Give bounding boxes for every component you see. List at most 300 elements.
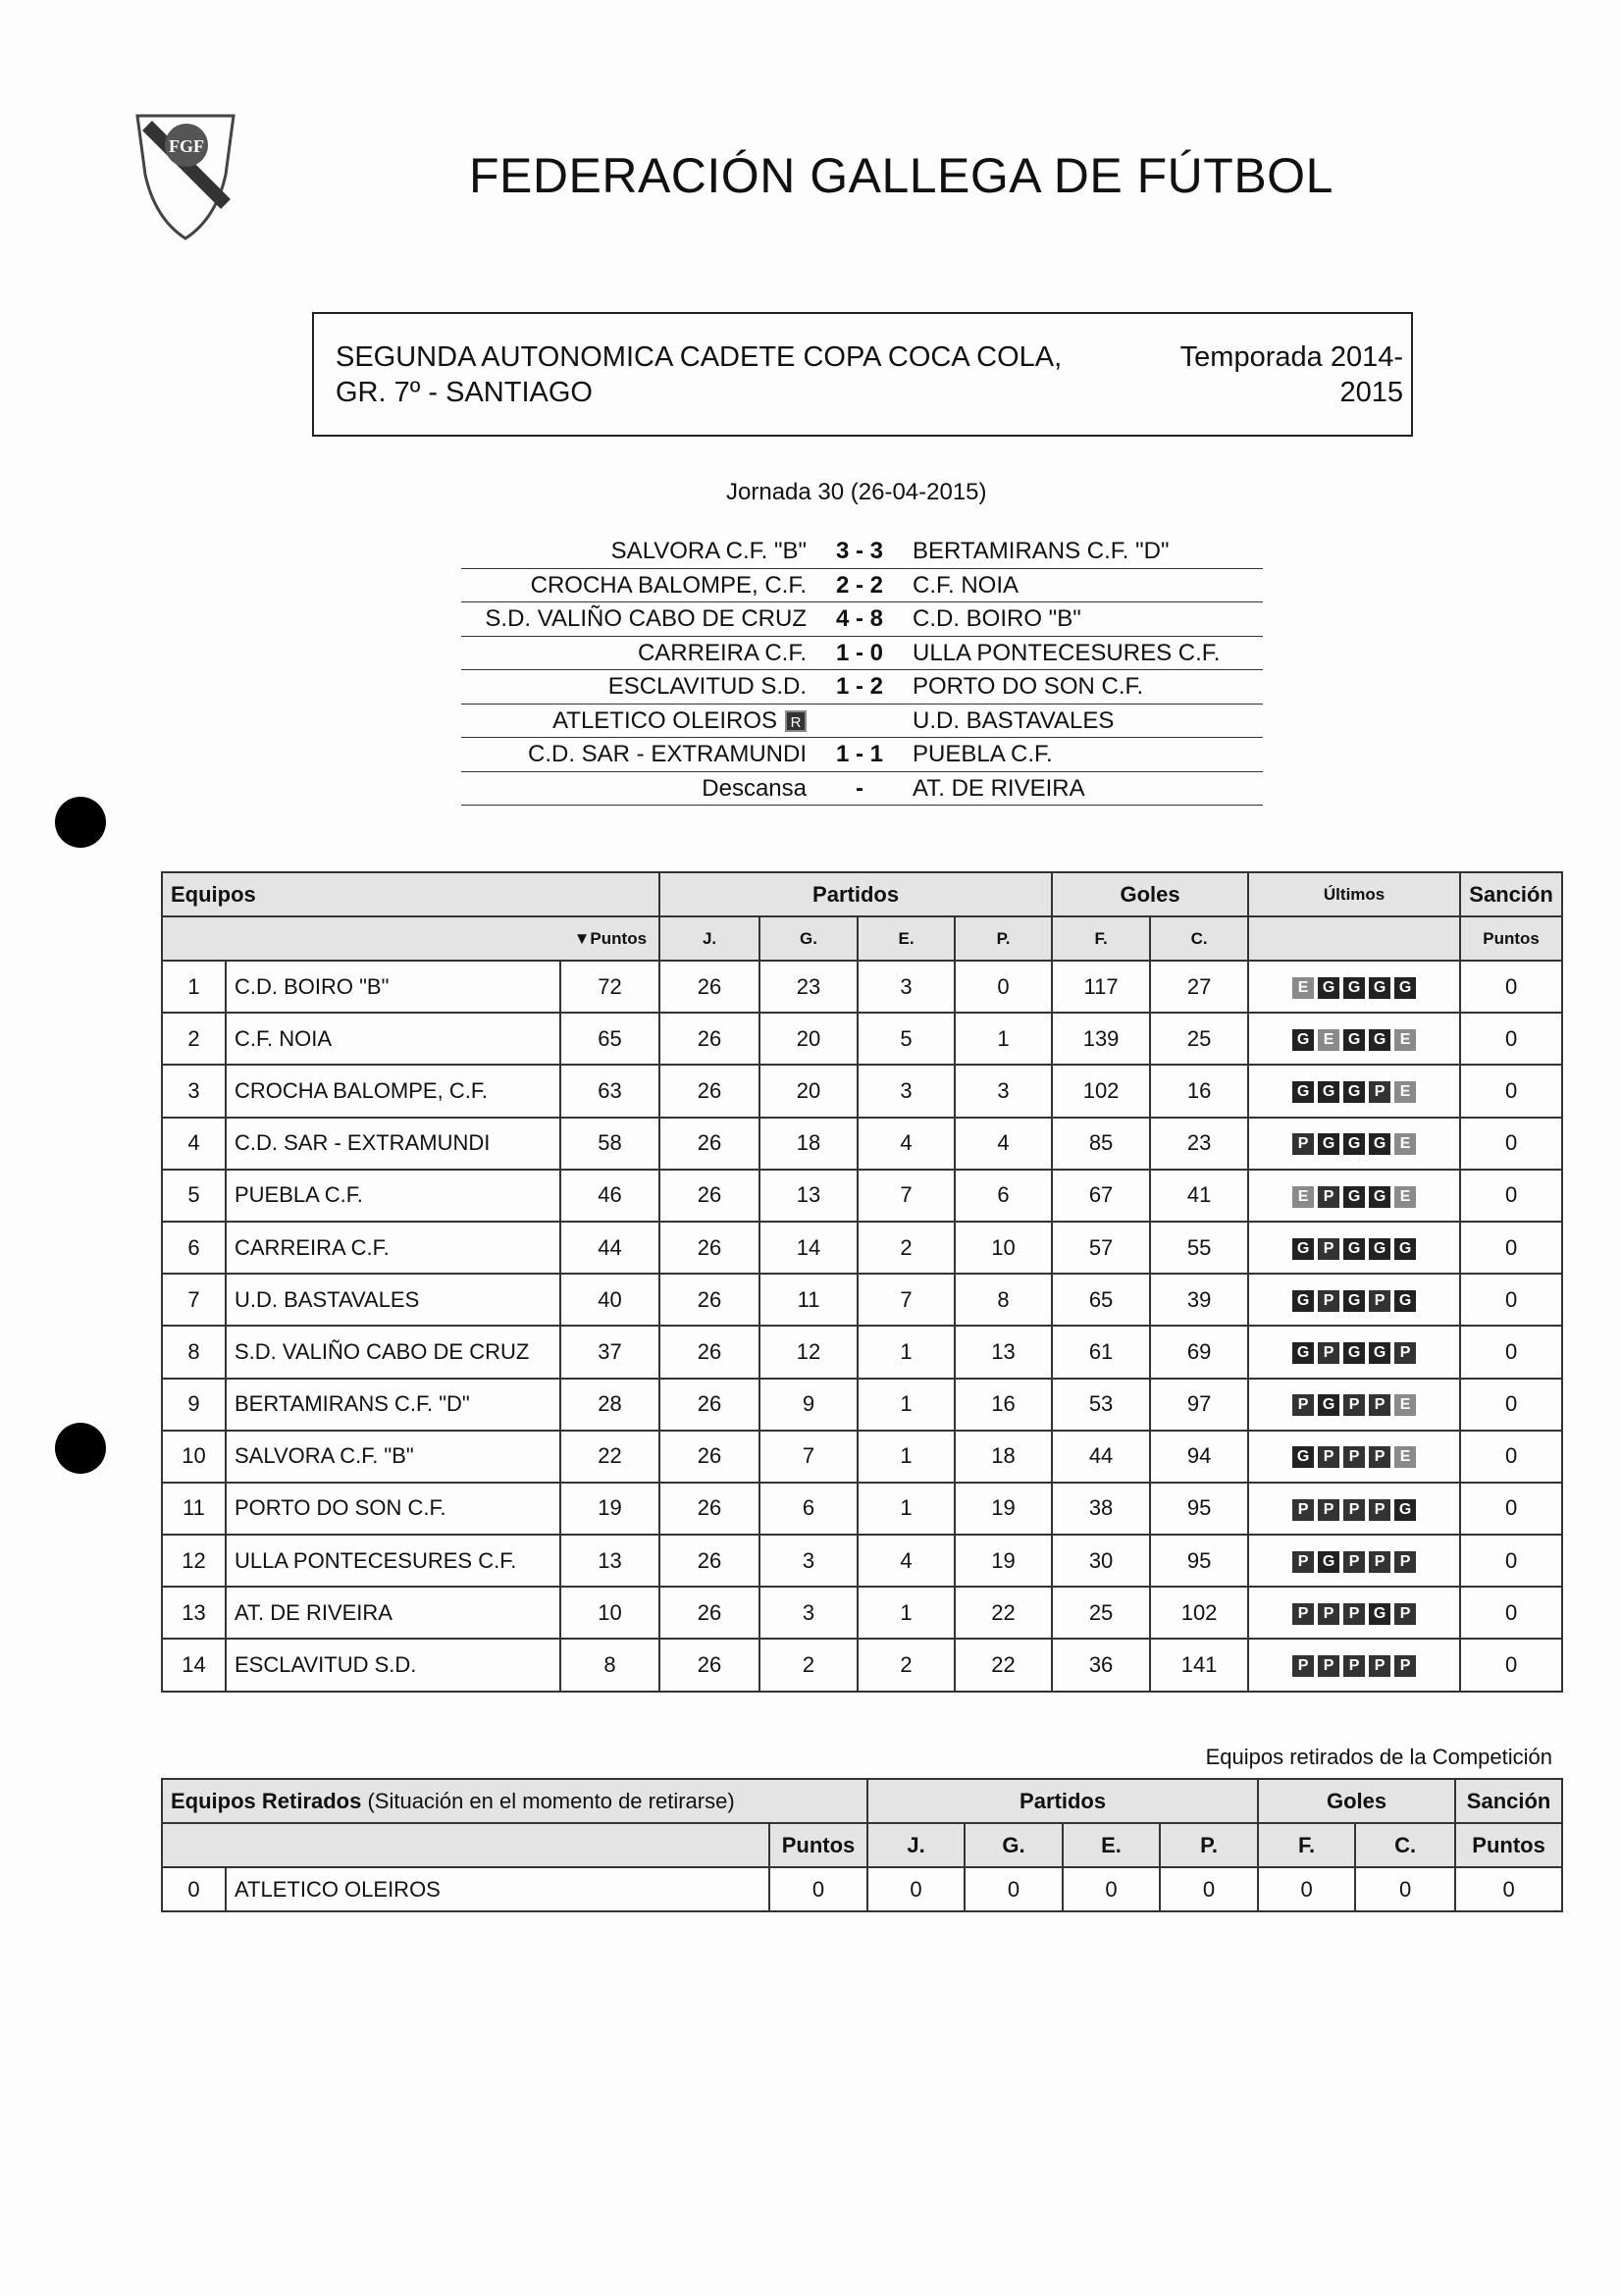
match-score — [814, 704, 905, 738]
stat-g: 2 — [759, 1639, 858, 1691]
stat-f: 38 — [1052, 1483, 1150, 1535]
home-team: Descansa — [702, 774, 807, 802]
match-row — [461, 569, 1263, 603]
last-results — [1248, 1274, 1460, 1326]
result-badge: G — [1394, 1290, 1416, 1312]
stat-j: 26 — [659, 1587, 759, 1639]
last-results — [1248, 1013, 1460, 1065]
result-badge: G — [1292, 1342, 1314, 1364]
stat-g: 9 — [759, 1379, 858, 1431]
result-badge: G — [1292, 1446, 1314, 1468]
team-name: C.D. BOIRO "B" — [226, 961, 560, 1013]
stat-e: 1 — [858, 1326, 955, 1378]
result-badge: P — [1318, 1186, 1339, 1208]
result-badge: G — [1369, 1603, 1390, 1625]
result-badge: P — [1369, 1446, 1390, 1468]
stat-pts: 72 — [560, 961, 659, 1013]
result-badge: P — [1292, 1394, 1314, 1416]
result-badge: G — [1318, 1133, 1339, 1155]
last-results — [1248, 1483, 1460, 1535]
team-name: SALVORA C.F. "B" — [226, 1431, 560, 1483]
standings-row — [162, 1118, 1562, 1170]
stat-pts: 28 — [560, 1379, 659, 1431]
away-team: PUEBLA C.F. — [913, 741, 1053, 767]
stat-c: 97 — [1150, 1379, 1248, 1431]
result-badge: G — [1318, 1551, 1339, 1573]
home-team: ESCLAVITUD S.D. — [607, 673, 807, 700]
stat-g: 3 — [759, 1587, 858, 1639]
stat-p: 19 — [955, 1483, 1052, 1535]
result-badge: P — [1318, 1342, 1339, 1364]
sanction-points: 0 — [1460, 1639, 1562, 1691]
team-name: AT. DE RIVEIRA — [226, 1587, 560, 1639]
position: 9 — [162, 1379, 226, 1431]
stat-e: 5 — [858, 1013, 955, 1065]
home-team: S.D. VALIÑO CABO DE CRUZ — [485, 605, 807, 632]
federation-logo — [128, 106, 243, 243]
stat-e: 7 — [858, 1170, 955, 1222]
header-sancion: Sanción — [1460, 872, 1562, 916]
standings-row — [162, 1326, 1562, 1378]
result-badge: E — [1394, 1081, 1416, 1103]
header-goles: Goles — [1052, 872, 1248, 916]
away-team: U.D. BASTAVALES — [913, 706, 1115, 734]
result-badge: G — [1292, 1290, 1314, 1312]
stat-pts: 65 — [560, 1013, 659, 1065]
season-label: Temporada 2014- — [1179, 341, 1403, 373]
stat-j: 26 — [659, 1431, 759, 1483]
stat-c: 41 — [1150, 1170, 1248, 1222]
sanction-points: 0 — [1460, 1274, 1562, 1326]
result-badge: G — [1394, 1238, 1416, 1260]
retired-header-puntos: Puntos — [769, 1823, 867, 1867]
season-year: 2015 — [1339, 377, 1403, 408]
result-badge: P — [1318, 1499, 1339, 1521]
match-row — [461, 535, 1263, 569]
position: 0 — [162, 1867, 226, 1911]
position: 12 — [162, 1535, 226, 1587]
position: 13 — [162, 1587, 226, 1639]
last-results — [1248, 1431, 1460, 1483]
stat-f: 53 — [1052, 1379, 1150, 1431]
stat-p: 22 — [955, 1587, 1052, 1639]
result-badge: P — [1292, 1133, 1314, 1155]
stat-c: 95 — [1150, 1483, 1248, 1535]
stat-j: 26 — [659, 1326, 759, 1378]
stat-pts: 19 — [560, 1483, 659, 1535]
position: 3 — [162, 1065, 226, 1117]
result-badge: G — [1394, 1499, 1416, 1521]
match-score: 1 - 1 — [835, 741, 884, 767]
sort-down-icon: ▼ — [573, 928, 591, 948]
result-badge: P — [1343, 1655, 1365, 1677]
sort-puntos-header[interactable]: ▼Puntos — [162, 916, 659, 961]
stat-g: 3 — [759, 1535, 858, 1587]
last-results — [1248, 1587, 1460, 1639]
result-badge: G — [1369, 1133, 1390, 1155]
retired-header-f: F. — [1258, 1823, 1355, 1867]
result-badge: G — [1343, 1029, 1365, 1051]
stat-g: 7 — [759, 1431, 858, 1483]
result-badge: G — [1369, 1342, 1390, 1364]
stat-j: 26 — [659, 1013, 759, 1065]
standings-row — [162, 1222, 1562, 1274]
standings-row — [162, 961, 1562, 1013]
result-badge: P — [1369, 1499, 1390, 1521]
binder-hole — [55, 797, 106, 848]
team-name: ESCLAVITUD S.D. — [226, 1639, 560, 1691]
retired-badge-icon: R — [785, 710, 807, 732]
stat-j: 26 — [659, 1483, 759, 1535]
stat-g: 12 — [759, 1326, 858, 1378]
stat-e: 4 — [858, 1118, 955, 1170]
retired-header-e: E. — [1063, 1823, 1160, 1867]
match-score: 4 - 8 — [835, 605, 884, 632]
stat-f: 36 — [1052, 1639, 1150, 1691]
result-badge: G — [1343, 1342, 1365, 1364]
stat-f: 67 — [1052, 1170, 1150, 1222]
retired-header-sancion: Sanción — [1455, 1779, 1562, 1823]
retired-header-p: P. — [1160, 1823, 1258, 1867]
stat-f: 61 — [1052, 1326, 1150, 1378]
result-badge: P — [1318, 1446, 1339, 1468]
stat-f: 139 — [1052, 1013, 1150, 1065]
result-badge: P — [1343, 1499, 1365, 1521]
standings-row — [162, 1535, 1562, 1587]
stat-e: 7 — [858, 1274, 955, 1326]
result-badge: P — [1369, 1290, 1390, 1312]
away-team: AT. DE RIVEIRA — [913, 774, 1085, 802]
stat-c: 141 — [1150, 1639, 1248, 1691]
stat-g: 18 — [759, 1118, 858, 1170]
sanction-points: 0 — [1460, 961, 1562, 1013]
stat-c: 95 — [1150, 1535, 1248, 1587]
result-badge: P — [1369, 1394, 1390, 1416]
match-row — [461, 637, 1263, 671]
stat-pts: 10 — [560, 1587, 659, 1639]
stat-j: 26 — [659, 1535, 759, 1587]
stat-c: 16 — [1150, 1065, 1248, 1117]
stat-e: 2 — [858, 1639, 955, 1691]
last-results — [1248, 1326, 1460, 1378]
stat-j: 26 — [659, 1222, 759, 1274]
result-badge: P — [1318, 1603, 1339, 1625]
stat-j: 26 — [659, 1379, 759, 1431]
stat-pts: 13 — [560, 1535, 659, 1587]
stat-p: 6 — [955, 1170, 1052, 1222]
stat-j: 26 — [659, 1274, 759, 1326]
result-badge: E — [1394, 1186, 1416, 1208]
sanction-points: 0 — [1460, 1326, 1562, 1378]
match-score: - — [856, 774, 863, 802]
retired-row — [162, 1867, 1562, 1911]
last-results — [1248, 1118, 1460, 1170]
retired-header-j: J. — [867, 1823, 965, 1867]
position: 10 — [162, 1431, 226, 1483]
last-results — [1248, 961, 1460, 1013]
position: 1 — [162, 961, 226, 1013]
result-badge: G — [1394, 977, 1416, 999]
match-row — [461, 738, 1263, 772]
result-badge: P — [1292, 1655, 1314, 1677]
position: 8 — [162, 1326, 226, 1378]
stat-p: 3 — [955, 1065, 1052, 1117]
match-score: 2 - 2 — [835, 571, 884, 599]
home-team: SALVORA C.F. "B" — [610, 538, 807, 564]
sanction-points: 0 — [1460, 1535, 1562, 1587]
stat-pts: 0 — [769, 1867, 867, 1911]
header-g: G. — [759, 916, 858, 961]
stat-f: 117 — [1052, 961, 1150, 1013]
stat-f: 25 — [1052, 1587, 1150, 1639]
stat-e: 1 — [858, 1379, 955, 1431]
stat-p: 0 — [1160, 1867, 1258, 1911]
home-team: C.D. SAR - EXTRAMUNDI — [527, 741, 807, 767]
stat-j: 26 — [659, 1118, 759, 1170]
stat-f: 44 — [1052, 1431, 1150, 1483]
stat-p: 22 — [955, 1639, 1052, 1691]
stat-e: 0 — [1063, 1867, 1160, 1911]
last-results — [1248, 1170, 1460, 1222]
stat-p: 4 — [955, 1118, 1052, 1170]
result-badge: G — [1343, 1186, 1365, 1208]
result-badge: G — [1343, 1081, 1365, 1103]
result-badge: G — [1369, 1029, 1390, 1051]
result-badge: G — [1343, 1290, 1365, 1312]
stat-pts: 46 — [560, 1170, 659, 1222]
sanction-points: 0 — [1460, 1587, 1562, 1639]
stat-p: 10 — [955, 1222, 1052, 1274]
retired-header-sancion-puntos: Puntos — [1455, 1823, 1562, 1867]
team-name: CARREIRA C.F. — [226, 1222, 560, 1274]
standings-row — [162, 1170, 1562, 1222]
position: 6 — [162, 1222, 226, 1274]
stat-j: 26 — [659, 961, 759, 1013]
competition-name: SEGUNDA AUTONOMICA CADETE COPA COCA COLA, — [336, 341, 1063, 373]
away-team: C.D. BOIRO "B" — [913, 605, 1081, 632]
result-badge: G — [1343, 977, 1365, 999]
stat-f: 102 — [1052, 1065, 1150, 1117]
result-badge: E — [1394, 1133, 1416, 1155]
stat-g: 11 — [759, 1274, 858, 1326]
stat-p: 0 — [955, 961, 1052, 1013]
result-badge: P — [1292, 1551, 1314, 1573]
result-badge: P — [1318, 1238, 1339, 1260]
result-badge: P — [1394, 1603, 1416, 1625]
stat-pts: 58 — [560, 1118, 659, 1170]
result-badge: G — [1292, 1081, 1314, 1103]
retired-header-g: G. — [965, 1823, 1063, 1867]
standings-row — [162, 1274, 1562, 1326]
result-badge: P — [1318, 1655, 1339, 1677]
away-team: ULLA PONTECESURES C.F. — [913, 639, 1221, 666]
home-team: CARREIRA C.F. — [637, 639, 807, 666]
competition-group: GR. 7º - SANTIAGO — [336, 377, 593, 408]
last-results — [1248, 1065, 1460, 1117]
header-ultimos: Últimos — [1248, 872, 1460, 916]
last-results — [1248, 1639, 1460, 1691]
stat-j: 26 — [659, 1065, 759, 1117]
result-badge: P — [1343, 1446, 1365, 1468]
stat-c: 0 — [1355, 1867, 1455, 1911]
standings-row — [162, 1013, 1562, 1065]
stat-j: 26 — [659, 1170, 759, 1222]
stat-e: 4 — [858, 1535, 955, 1587]
team-name: U.D. BASTAVALES — [226, 1274, 560, 1326]
stat-g: 20 — [759, 1065, 858, 1117]
stat-g: 6 — [759, 1483, 858, 1535]
retired-header-equipos: Equipos Retirados (Situación en el momento de retirarse) — [162, 1779, 867, 1823]
position: 7 — [162, 1274, 226, 1326]
page-title: FEDERACIÓN GALLEGA DE FÚTBOL — [469, 148, 1333, 203]
team-name: PORTO DO SON C.F. — [226, 1483, 560, 1535]
sanction-points: 0 — [1460, 1118, 1562, 1170]
stat-f: 57 — [1052, 1222, 1150, 1274]
stat-f: 85 — [1052, 1118, 1150, 1170]
stat-pts: 37 — [560, 1326, 659, 1378]
match-score: 1 - 2 — [835, 673, 884, 700]
stat-p: 16 — [955, 1379, 1052, 1431]
result-badge: P — [1369, 1551, 1390, 1573]
stat-pts: 63 — [560, 1065, 659, 1117]
result-badge: E — [1394, 1394, 1416, 1416]
retired-note: Equipos retirados de la Competición — [1205, 1745, 1552, 1769]
last-results — [1248, 1535, 1460, 1587]
sanction-points: 0 — [1460, 1379, 1562, 1431]
result-badge: G — [1369, 1238, 1390, 1260]
stat-e: 1 — [858, 1483, 955, 1535]
result-badge: E — [1292, 1186, 1314, 1208]
stat-c: 102 — [1150, 1587, 1248, 1639]
header-e: E. — [858, 916, 955, 961]
team-name: CROCHA BALOMPE, C.F. — [226, 1065, 560, 1117]
last-results — [1248, 1222, 1460, 1274]
team-name: PUEBLA C.F. — [226, 1170, 560, 1222]
stat-g: 14 — [759, 1222, 858, 1274]
team-name: S.D. VALIÑO CABO DE CRUZ — [226, 1326, 560, 1378]
result-badge: P — [1394, 1342, 1416, 1364]
standings-row — [162, 1379, 1562, 1431]
stat-pts: 22 — [560, 1431, 659, 1483]
match-results — [461, 535, 1263, 806]
result-badge: G — [1343, 1133, 1365, 1155]
result-badge: P — [1394, 1551, 1416, 1573]
away-team: BERTAMIRANS C.F. "D" — [913, 538, 1170, 564]
standings-row — [162, 1587, 1562, 1639]
stat-p: 8 — [955, 1274, 1052, 1326]
result-badge: E — [1292, 977, 1314, 999]
retired-header-goles: Goles — [1258, 1779, 1455, 1823]
stat-j: 0 — [867, 1867, 965, 1911]
stat-e: 2 — [858, 1222, 955, 1274]
position: 2 — [162, 1013, 226, 1065]
result-badge: P — [1292, 1499, 1314, 1521]
sanction-points: 0 — [1460, 1170, 1562, 1222]
sanction-points: 0 — [1455, 1867, 1562, 1911]
away-team: C.F. NOIA — [913, 571, 1020, 599]
stat-g: 13 — [759, 1170, 858, 1222]
result-badge: G — [1292, 1238, 1314, 1260]
result-badge: P — [1369, 1081, 1390, 1103]
stat-f: 0 — [1258, 1867, 1355, 1911]
result-badge: G — [1369, 977, 1390, 999]
match-score: 3 - 3 — [835, 538, 884, 564]
stat-pts: 40 — [560, 1274, 659, 1326]
result-badge: G — [1318, 977, 1339, 999]
match-row — [461, 670, 1263, 704]
header-c: C. — [1150, 916, 1248, 961]
retired-table — [161, 1778, 1563, 1912]
retired-header-c: C. — [1355, 1823, 1455, 1867]
stat-pts: 44 — [560, 1222, 659, 1274]
header-f: F. — [1052, 916, 1150, 961]
match-row — [461, 704, 1263, 739]
binder-hole — [55, 1423, 106, 1474]
header-equipos: Equipos — [162, 872, 659, 916]
stat-c: 94 — [1150, 1431, 1248, 1483]
stat-c: 39 — [1150, 1274, 1248, 1326]
competition-box — [312, 312, 1413, 437]
team-name: ATLETICO OLEIROS — [226, 1867, 769, 1911]
result-badge: P — [1343, 1603, 1365, 1625]
stat-p: 13 — [955, 1326, 1052, 1378]
result-badge: G — [1343, 1238, 1365, 1260]
stat-p: 18 — [955, 1431, 1052, 1483]
stat-c: 27 — [1150, 961, 1248, 1013]
stat-g: 20 — [759, 1013, 858, 1065]
sanction-points: 0 — [1460, 1483, 1562, 1535]
stat-g: 0 — [965, 1867, 1063, 1911]
stat-g: 23 — [759, 961, 858, 1013]
stat-e: 3 — [858, 1065, 955, 1117]
header-p: P. — [955, 916, 1052, 961]
home-team: CROCHA BALOMPE, C.F. — [530, 571, 807, 599]
team-name: C.F. NOIA — [226, 1013, 560, 1065]
stat-j: 26 — [659, 1639, 759, 1691]
svg-text:FGF: FGF — [169, 136, 204, 156]
stat-c: 69 — [1150, 1326, 1248, 1378]
stat-f: 30 — [1052, 1535, 1150, 1587]
standings-row — [162, 1065, 1562, 1117]
away-team: PORTO DO SON C.F. — [913, 673, 1144, 700]
result-badge: E — [1394, 1029, 1416, 1051]
result-badge: G — [1292, 1029, 1314, 1051]
standings-row — [162, 1431, 1562, 1483]
position: 4 — [162, 1118, 226, 1170]
stat-e: 3 — [858, 961, 955, 1013]
retired-header-partidos: Partidos — [867, 1779, 1258, 1823]
team-name: C.D. SAR - EXTRAMUNDI — [226, 1118, 560, 1170]
stat-e: 1 — [858, 1431, 955, 1483]
sanction-points: 0 — [1460, 1013, 1562, 1065]
header-sancion-puntos: Puntos — [1460, 916, 1562, 961]
jornada-label: Jornada 30 (26-04-2015) — [726, 479, 987, 505]
header-partidos: Partidos — [659, 872, 1052, 916]
match-score: 1 - 0 — [835, 639, 884, 666]
standings-row — [162, 1483, 1562, 1535]
stat-pts: 8 — [560, 1639, 659, 1691]
match-row — [461, 772, 1263, 807]
position: 11 — [162, 1483, 226, 1535]
sanction-points: 0 — [1460, 1222, 1562, 1274]
result-badge: P — [1292, 1603, 1314, 1625]
stat-c: 55 — [1150, 1222, 1248, 1274]
result-badge: E — [1394, 1446, 1416, 1468]
result-badge: P — [1369, 1655, 1390, 1677]
result-badge: G — [1318, 1394, 1339, 1416]
home-team: ATLETICO OLEIROS R — [461, 704, 814, 738]
result-badge: G — [1369, 1186, 1390, 1208]
